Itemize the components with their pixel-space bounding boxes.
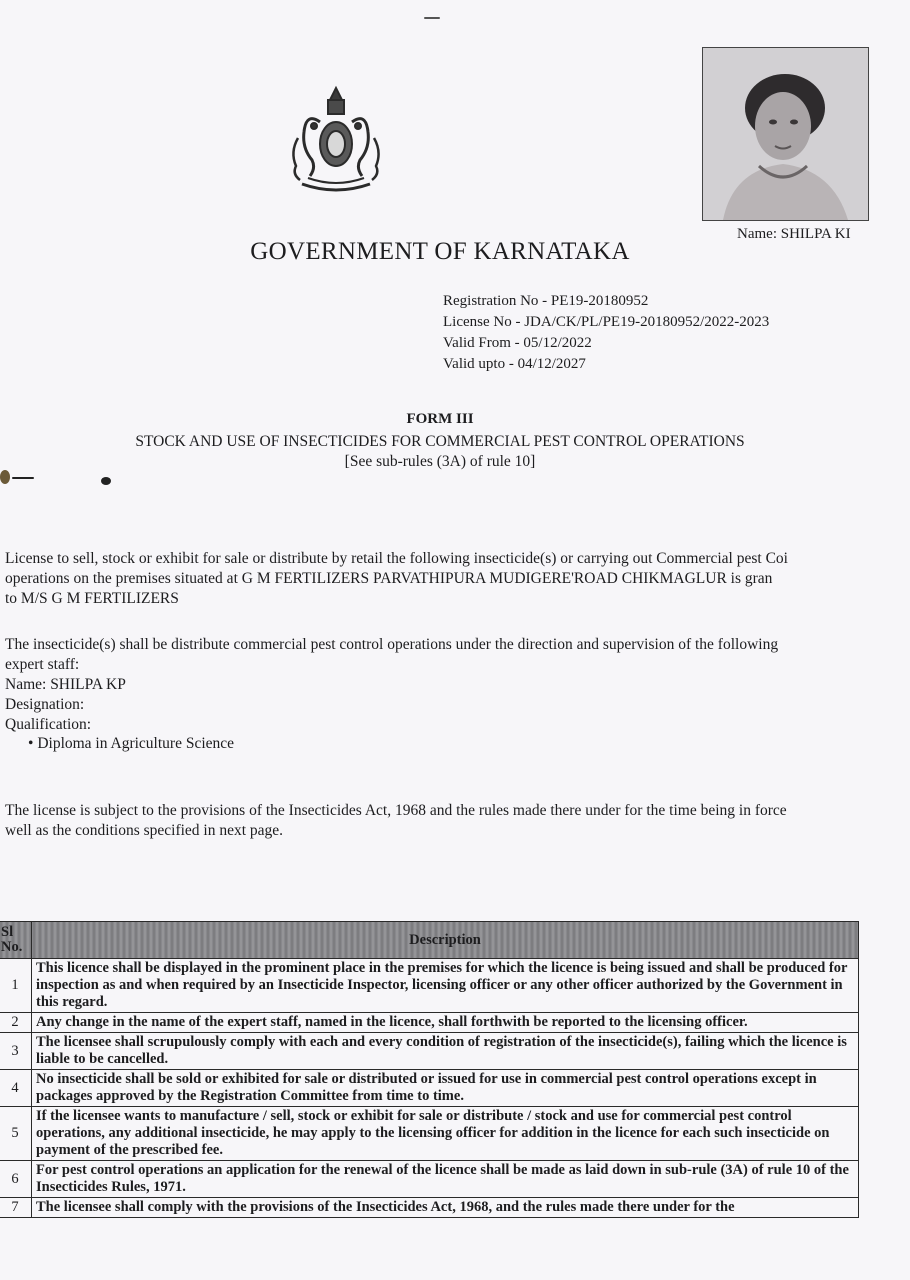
license-number: License No - JDA/CK/PL/PE19-20180952/2022-2023 <box>443 314 770 330</box>
row-number: 2 <box>0 1013 32 1033</box>
provisions-line-2: well as the conditions specified in next page. <box>5 822 284 839</box>
scan-speck <box>0 470 10 484</box>
expert-qualification: Qualification: <box>5 716 92 733</box>
table-row <box>0 1161 859 1198</box>
registration-details <box>443 291 769 375</box>
scan-speck <box>424 17 440 19</box>
scan-speck <box>12 477 34 479</box>
expert-name: Name: SHILPA KP <box>5 676 126 693</box>
form-subtitle: STOCK AND USE OF INSECTICIDES FOR COMMERCIAL PEST CONTROL OPERATIONS <box>135 433 745 450</box>
row-description: If the licensee wants to manufacture / sell, stock or exhibit for sale or distribute / stock and use for commercial pest control operations, any additional insecticide, he may apply to the licensing officer for addition in the licence for each such insecticide on payment of the prescribed fee. <box>32 1107 859 1161</box>
row-description: No insecticide shall be sold or exhibited for sale or distributed or issued for use in commercial pest control operations except in packages approved by the Registration Committee from time to time. <box>32 1070 859 1107</box>
row-number: 3 <box>0 1033 32 1070</box>
expert-designation: Designation: <box>5 696 85 713</box>
row-description: For pest control operations an application for the renewal of the licence shall be made as laid down in sub-rule (3A) of rule 10 of the Insecticides Rules, 1971. <box>32 1161 859 1198</box>
license-line-2: operations on the premises situated at G M FERTILIZERS PARVATHIPURA MUDIGERE'ROAD CHIKMAGLUR is gran <box>5 570 773 587</box>
table-row <box>0 1033 859 1070</box>
registration-number: Registration No - PE19-20180952 <box>443 293 649 309</box>
scan-speck <box>101 477 111 485</box>
sl-header-line-2: No. <box>1 939 23 955</box>
portrait-icon <box>703 48 868 220</box>
row-description: The licensee shall comply with the provisions of the Insecticides Act, 1968, and the rules made there under for the <box>32 1198 859 1218</box>
table-row <box>0 959 859 1013</box>
applicant-photo <box>702 47 869 221</box>
description-header: Description <box>32 922 859 959</box>
qualification-text: Diploma in Agriculture Science <box>37 735 235 752</box>
row-number: 6 <box>0 1161 32 1198</box>
qualification-list-item <box>28 735 234 753</box>
row-description: This licence shall be displayed in the prominent place in the premises for which the licence is being issued and shall be produced for inspection as and when required by an Insecticide Inspector, licensing officer or any other officer authorized by the Government in this regard. <box>32 959 859 1013</box>
row-number: 1 <box>0 959 32 1013</box>
table-row <box>0 1198 859 1218</box>
provisions-line-1: The license is subject to the provisions of the Insecticides Act, 1968 and the rules made there under for the time being in force <box>5 802 787 819</box>
row-description: The licensee shall scrupulously comply with each and every condition of registration of the insecticide(s), failing which the licence is liable to be cancelled. <box>32 1033 859 1070</box>
license-line-3: to M/S G M FERTILIZERS <box>5 590 179 607</box>
conditions-table <box>0 921 859 1218</box>
bullet-icon: • <box>28 735 34 752</box>
table-row <box>0 1107 859 1161</box>
photo-name-label: Name: SHILPA KI <box>737 226 851 242</box>
table-row <box>0 1013 859 1033</box>
license-line-1: License to sell, stock or exhibit for sale or distribute by retail the following insecticide(s) or carrying out Commercial pest Coi <box>5 550 788 567</box>
table-row <box>0 1070 859 1107</box>
row-number: 4 <box>0 1070 32 1107</box>
form-title: FORM III <box>406 411 474 427</box>
expert-paragraph <box>5 635 905 735</box>
valid-upto: Valid upto - 04/12/2027 <box>443 356 586 372</box>
valid-from: Valid From - 05/12/2022 <box>443 335 592 351</box>
row-description: Any change in the name of the expert staff, named in the licence, shall forthwith be reported to the licensing officer. <box>32 1013 859 1033</box>
row-number: 7 <box>0 1198 32 1218</box>
license-paragraph <box>5 549 905 609</box>
provisions-paragraph <box>5 801 905 841</box>
page-title: GOVERNMENT OF KARNATAKA <box>250 238 630 265</box>
sl-header-line-1: Sl <box>1 924 14 940</box>
expert-line-1: The insecticide(s) shall be distribute commercial pest control operations under the direction and supervision of the following <box>5 636 779 653</box>
form-subtitle-block <box>0 432 880 472</box>
form-rule-reference: [See sub-rules (3A) of rule 10] <box>344 453 536 470</box>
row-number: 5 <box>0 1107 32 1161</box>
expert-line-2: expert staff: <box>5 656 80 673</box>
sl-no-header <box>0 922 32 959</box>
karnataka-emblem-icon <box>280 82 392 198</box>
table-header-row <box>0 922 859 959</box>
